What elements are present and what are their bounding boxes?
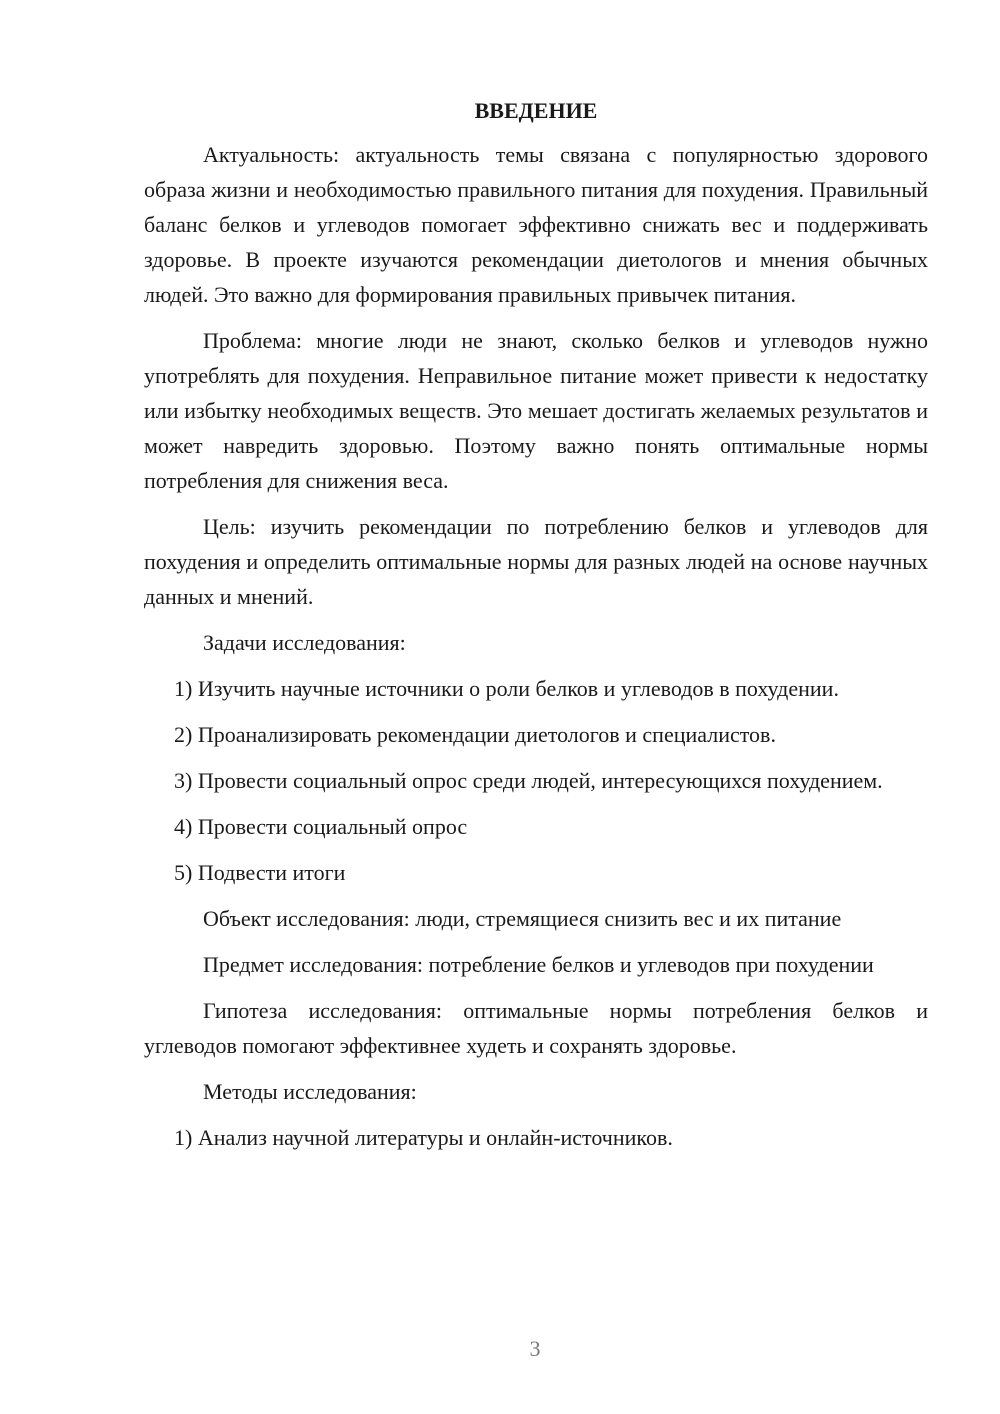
section-title: ВВЕДЕНИЕ bbox=[474, 98, 598, 123]
task-item-4: 4) Провести социальный опрос bbox=[174, 814, 468, 839]
methods-heading: Методы исследования: bbox=[203, 1079, 417, 1104]
task-item-5: 5) Подвести итоги bbox=[174, 860, 346, 885]
paragraph-problem: Проблема: многие люди не знают, сколько белков и углеводов нужно употреблять для похудения. Неправильное питание может привести к недостатку или избытку необходимых веществ. Это мешает достигать желаемых результатов и может навредить здоровью. Поэтому важно понять оптимальные нормы потребления для снижения веса. bbox=[144, 328, 928, 493]
task-item-3: 3) Провести социальный опрос среди людей, интересующихся похудением. bbox=[174, 768, 883, 793]
task-item-1: 1) Изучить научные источники о роли белков и углеводов в похудении. bbox=[174, 676, 839, 701]
research-subject: Предмет исследования: потребление белков и углеводов при похудении bbox=[203, 952, 874, 977]
research-object: Объект исследования: люди, стремящиеся снизить вес и их питание bbox=[203, 906, 842, 931]
method-item-1: 1) Анализ научной литературы и онлайн-источников. bbox=[174, 1125, 673, 1150]
document-page bbox=[144, 96, 928, 1166]
tasks-heading: Задачи исследования: bbox=[203, 630, 406, 655]
paragraph-relevance: Актуальность: актуальность темы связана с популярностью здорового образа жизни и необходимостью правильного питания для похудения. Правильный баланс белков и углеводов помогает эффективно снижать вес и поддерживать здоровье. В проекте изучаются рекомендации диетологов и мнения обычных людей. Это важно для формирования правильных привычек питания. bbox=[144, 142, 928, 307]
task-item-2: 2) Проанализировать рекомендации диетологов и специалистов. bbox=[174, 722, 776, 747]
paragraph-goal: Цель: изучить рекомендации по потреблению белков и углеводов для похудения и определить оптимальные нормы для разных людей на основе научных данных и мнений. bbox=[144, 514, 928, 609]
page-number: 3 bbox=[529, 1336, 541, 1361]
research-hypothesis: Гипотеза исследования: оптимальные нормы потребления белков и углеводов помогают эффективнее худеть и сохранять здоровье. bbox=[144, 998, 928, 1058]
